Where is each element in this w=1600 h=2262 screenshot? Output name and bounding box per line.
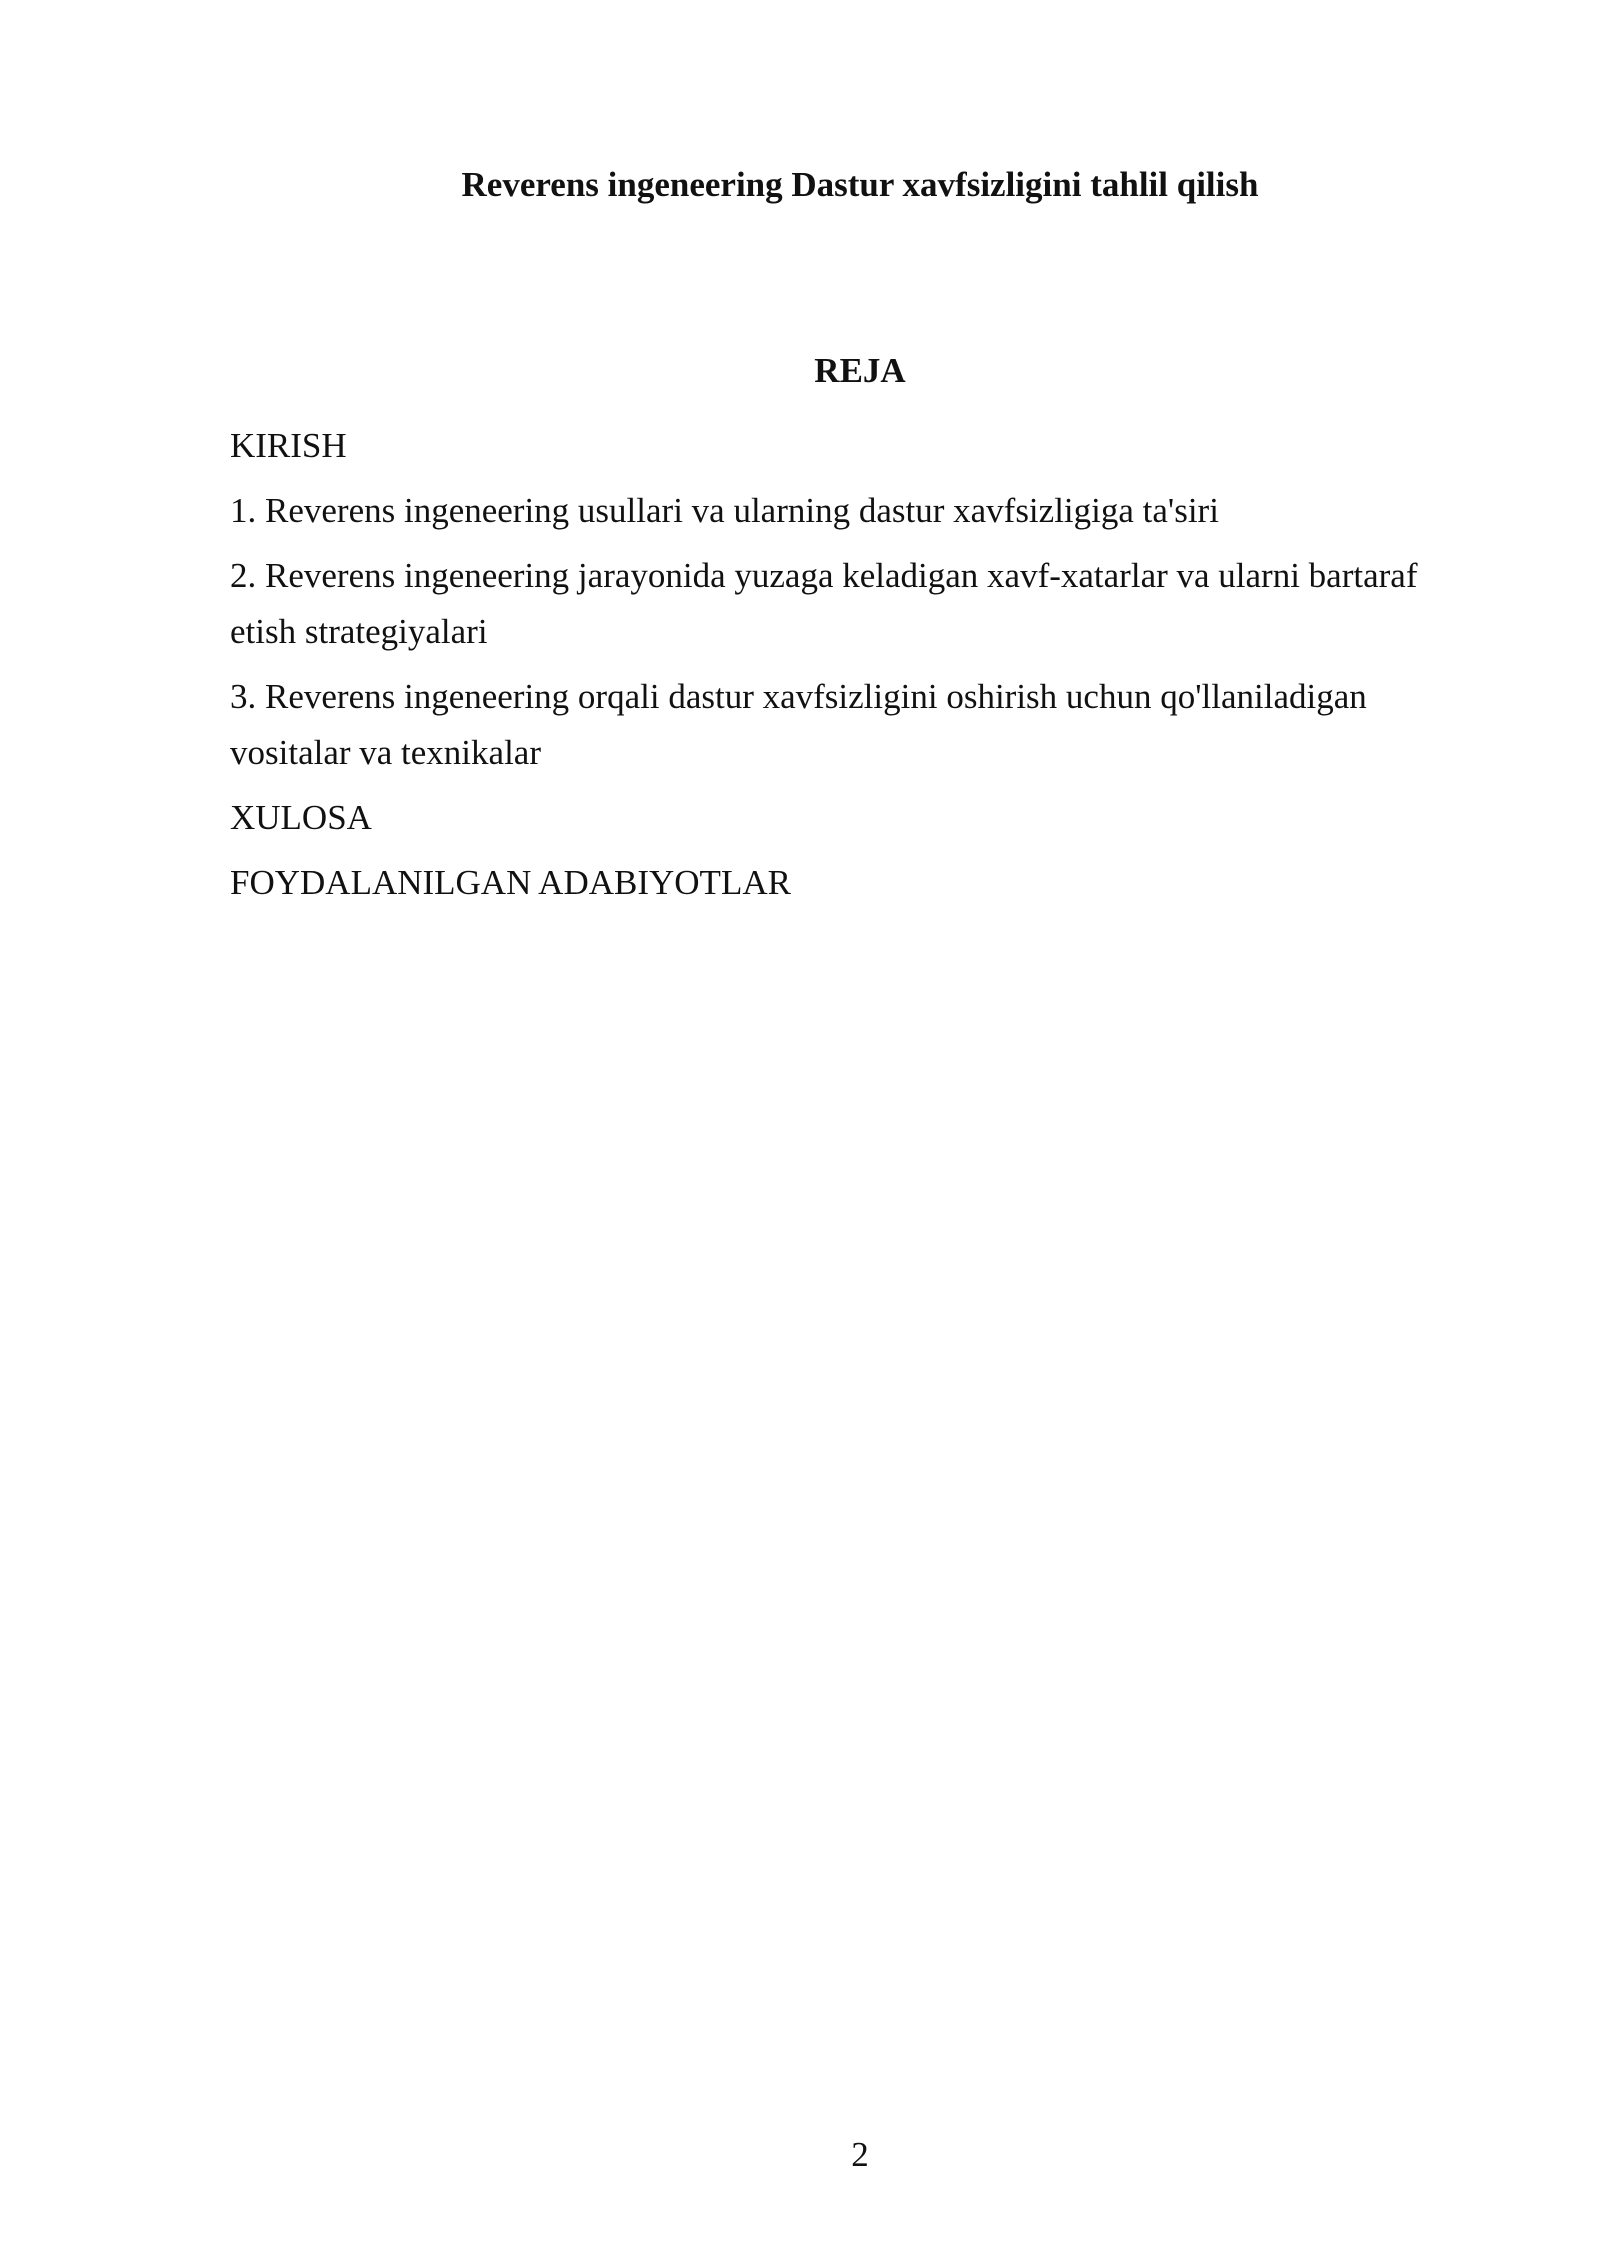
plan-item-1: 1. Reverens ingeneering usullari va ularning dastur xavfsizligiga ta'siri: [230, 491, 1219, 530]
plan-list: [230, 418, 1490, 920]
plan-item-references: FOYDALANILGAN ADABIYOTLAR: [230, 863, 791, 902]
plan-item-conclusion: XULOSA: [230, 798, 372, 837]
document-title: Reverens ingeneering Dastur xavfsizligini tahlil qilish: [461, 165, 1259, 204]
page-number: 2: [851, 2135, 869, 2174]
plan-item-3: 3. Reverens ingeneering orqali dastur xavfsizligini oshirish uchun qo'llaniladigan vositalar va texnikalar: [230, 677, 1367, 772]
plan-heading: REJA: [814, 351, 906, 390]
plan-item-introduction: KIRISH: [230, 426, 347, 465]
plan-item-2: 2. Reverens ingeneering jarayonida yuzaga keladigan xavf-xatarlar va ularni bartaraf etish strategiyalari: [230, 556, 1418, 651]
